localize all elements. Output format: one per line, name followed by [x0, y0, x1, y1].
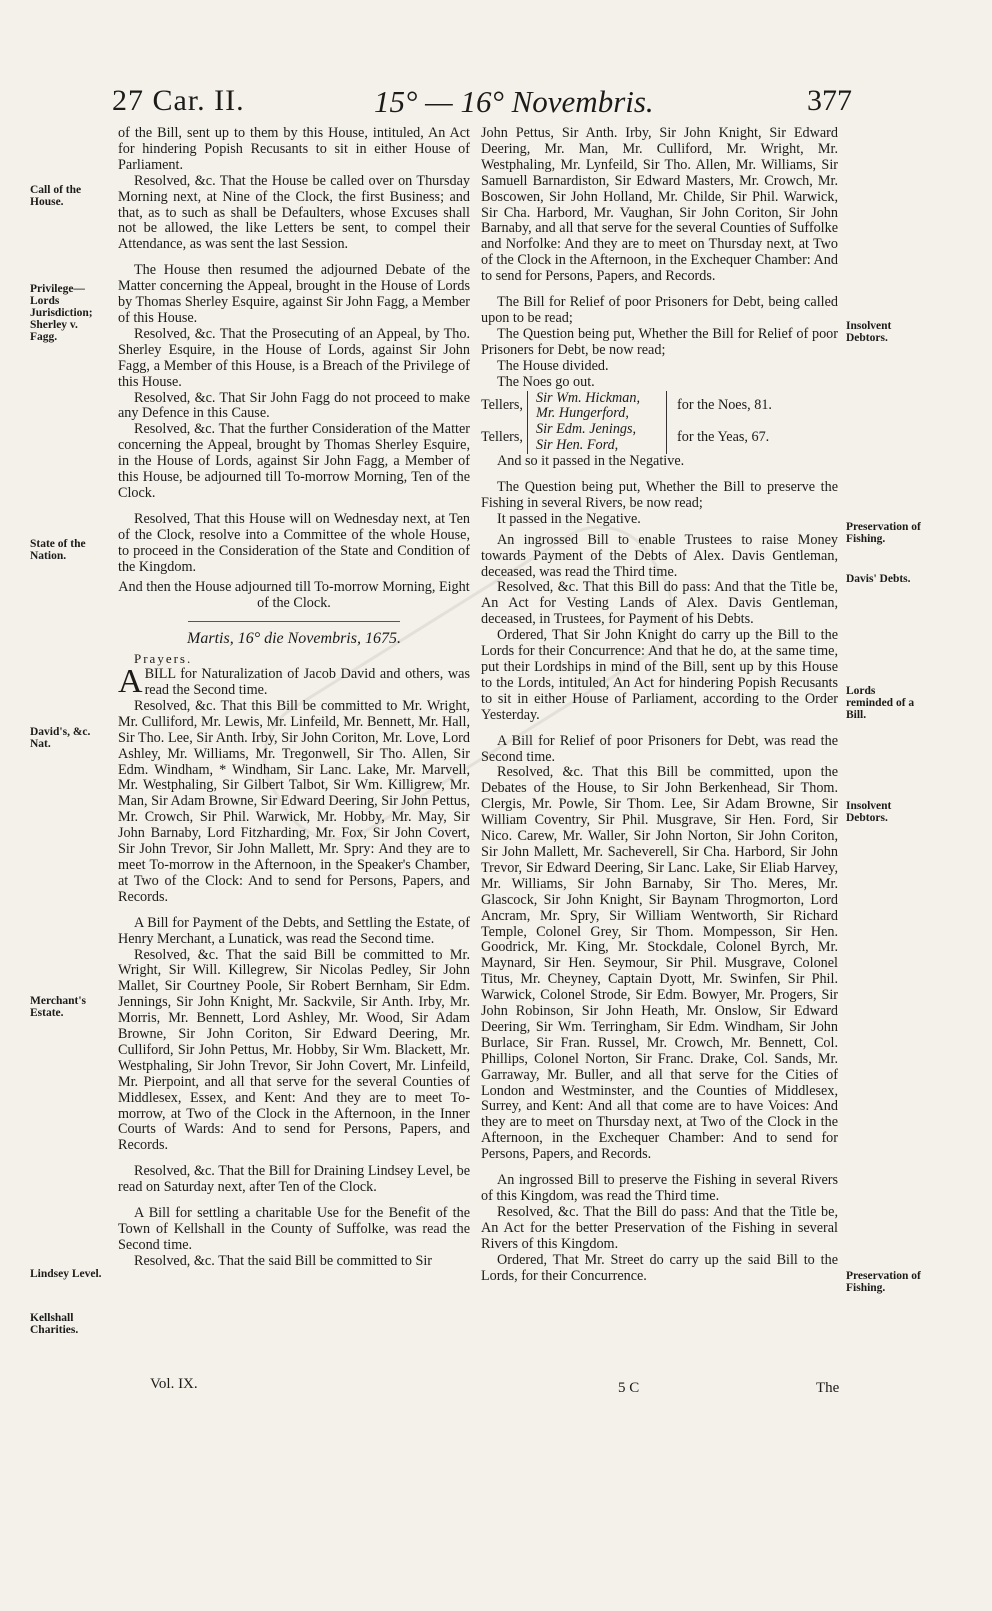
margin-note-lindsey-level: Lindsey Level. [30, 1268, 102, 1280]
margin-note-davis-debts: Davis' Debts. [846, 573, 911, 585]
paragraph: The Noes go out. [497, 373, 595, 390]
margin-note-preservation-of-fishing: Preservation of Fishing. [846, 521, 921, 545]
margin-note-merchants-estate: Merchant's Estate. [30, 995, 87, 1019]
drop-capital: A [118, 663, 143, 701]
paragraph: Resolved, &c. That this Bill do pass: And that the Title be, An Act for Vesting Lands of Alex. Davis Gentleman, deceased, in Trustees, for Payment of his Debts. [481, 579, 838, 628]
margin-note-lords-reminded: Lords reminded of a Bill. [846, 685, 915, 721]
adjournment-line: And then the House adjourned till To-morrow Morning, Eight of the Clock. [118, 579, 470, 612]
margin-note-state-of-nation: State of the Nation. [30, 538, 86, 562]
paragraph: The House divided. [497, 357, 609, 374]
session-date-heading: Martis, 16° die Novembris, 1675. [187, 630, 401, 648]
paragraph: The Question being put, Whether the Bill for Relief of poor Prisoners for Debt, be now read; [481, 325, 838, 358]
paragraph: Resolved, &c. That this Bill be committed to Mr. Wright, Mr. Culliford, Mr. Lewis, Mr. Linfeild, Mr. Bennett, Mr. Hall, Sir Tho. Lee, Sir Anth. Irby, Sir John Coriton, Mr. Love, Lord Ashley, Mr. Williams, Mr. Tregonwell, Sir Tho. Allen, Sir Edm. Windham, * Windham, Sir Lanc. Lake, Mr. Marvell, Mr. Westphaling, Sir Gilbert Talbot, Sir Wm. Killigrew, Mr. Man, Sir Adam Browne, Sir Edward Deering, Sir John Pettus, Mr. Crowch, Sir Phil. Warwick, Mr. Hobby, Mr. May, Sir John Barnaby, Lord Fitzharding, Mr. Fox, Sir John Covert, Sir John Trevor, Sir John Mallett, Mr. Spry: And they are to meet To-morrow in the Afternoon, in the Speaker's Chamber, at Two of the Clock: And to send for Persons, Papers, and Records. [118, 697, 470, 905]
paragraph: And so it passed in the Negative. [497, 453, 685, 470]
paragraph: Ordered, That Mr. Street do carry up the said Bill to the Lords, for their Concurrence. [481, 1251, 838, 1284]
paragraph: The Question being put, Whether the Bill to preserve the Fishing in several Rivers, be now read; [481, 479, 838, 511]
volume-footer: Vol. IX. [150, 1376, 198, 1392]
paragraph: A Bill for Payment of the Debts, and Settling the Estate, of Henry Merchant, a Lunatick, was read the Second time. [118, 914, 470, 947]
paragraph: Resolved, &c. That Sir John Fagg do not proceed to make any Defence in this Cause. [118, 389, 470, 422]
signature-mark: 5 C [618, 1380, 640, 1396]
paragraph: Resolved, &c. That the House be called over on Thursday Morning next, at Nine of the Clock, the first Business; and that, as to such as shall be Defaulters, whose Excuses shall not be allowed, the like Letters be sent, to compel their Attendance, as was sent the last Session. [118, 172, 470, 253]
catchword: The [816, 1380, 840, 1396]
running-header [112, 84, 852, 124]
paragraph: Resolved, &c. That the said Bill be committed to Mr. Wright, Sir Will. Killegrew, Sir Nicolas Pedley, Sir John Mallet, Sir Courtney Poole, Sir Robert Bernham, Sir Edm. Jennings, Sir John Knight, Mr. Sackvile, Sir Anth. Irby, Mr. Morris, Mr. Bennett, Lord Ashley, Mr. Wood, Sir Adam Browne, Sir John Coriton, Sir Edward Deering, Mr. Culliford, Sir John Pettus, Mr. Hobby, Sir Wm. Blackett, Mr. Westphaling, Sir John Trevor, Sir John Covert, Mr. Linfeild, Mr. Pierpoint, and all that serve for the several Counties of Middlesex, Essex, and Kent: And they are to meet To-morrow, at Two of the Clock in the Afternoon, in the Inner Courts of Wards: And to send for Persons, Papers, and Records. [118, 946, 470, 1154]
left-column [118, 126, 470, 1270]
tellers-noes: Tellers, Sir Wm. Hickman, Mr. Hungerford, for the Noes, 81. [481, 389, 772, 422]
paragraph: An ingrossed Bill to preserve the Fishing in several Rivers of this Kingdom, was read the Third time. [481, 1172, 838, 1204]
margin-note-insolvent-debtors-2: Insolvent Debtors. [846, 800, 892, 824]
header-regnal-year: 27 Car. II. [112, 84, 245, 117]
margin-note-call-of-house: Call of the House. [30, 184, 82, 208]
margin-note-kellshall-charities: Kellshall Charities. [30, 1312, 79, 1336]
margin-note-privilege: Privilege— Lords Jurisdiction; Sherley v. Fagg. [30, 283, 93, 343]
paragraph: Resolved, That this House will on Wednesday next, at Ten of the Clock, resolve into a Committee of the whole House, to proceed in the Consideration of the State and Condition of the Kingdom. [118, 510, 470, 575]
paragraph: Ordered, That Sir John Knight do carry up the Bill to the Lords for their Concurrence: And that he do, at the same time, put their Lordships in mind of the Bill, sent up by this House to the Lords, intituled, An Act for hindering Popish Recusants to sit in either House of Parliament, according to the Order Yesterday. [481, 627, 838, 723]
paragraph: John Pettus, Sir Anth. Irby, Sir John Knight, Sir Edward Deering, Mr. Man, Mr. Culliford, Mr. Wright, Mr. Westphaling, Mr. Lynfeild, Sir Tho. Allen, Mr. Williams, Sir Samuell Barnardiston, Sir Edward Masters, Mr. Crowch, Mr. Boscowen, Sir John Holland, Mr. Childe, Sir Phil. Warwick, Sir Cha. Harbord, Mr. Vaughan, Sir John Coriton, Sir John Barnaby, and all that serve for the several Counties of Suffolke and Norfolke: And they are to meet on Thursday next, at Two of the Clock in the Afternoon, in the Exchequer Chamber: And to send for Persons, Papers, and Records. [481, 125, 838, 285]
paragraph: The Bill for Relief of poor Prisoners for Debt, being called upon to be read; [481, 294, 838, 326]
page-number: 377 [807, 84, 852, 117]
vote-count: for the Noes, 81. [677, 397, 772, 414]
paragraph: Resolved, &c. That this Bill be committed, upon the Debates of the House, to Sir John Berkenhead, Sir Thom. Clergis, Mr. Powle, Sir Thom. Lee, Sir Adam Browne, Sir William Coventry, Sir Phil. Musgrave, Sir Hen. Ford, Sir Nico. Carew, Mr. Waller, Sir John Norton, Sir John Coriton, Sir John Mallett, Mr. Sacheverell, Sir Cha. Harbord, Sir John Trevor, Sir Edward Deering, Sir Lanc. Lake, Sir Eliab Harvey, Mr. Williams, Sir John Barnaby, Sir Tho. Meres, Mr. Glascock, Sir John Knight, Sir Baynam Throgmorton, Lord Ancram, Mr. Spry, Sir William Wentworth, Sir Richard Temple, Colonel Grey, Sir Thom. Mompesson, Sir Hen. Goodrick, Mr. King, Mr. Stockdale, Colonel Byrch, Mr. Maynard, Sir Hen. Seymour, Sir Phil. Musgrave, Colonel Titus, Mr. Cheyney, Captain Dyott, Mr. Swinfen, Sir Phil. Warwick, Colonel Strode, Sir Edm. Bowyer, Mr. Progers, Sir John Robinson, Sir John Heath, Mr. Onslow, Sir Edward Deering, Sir Wm. Terringham, Sir Edm. Windham, Sir John Burlace, Sir Fran. Russel, Mr. Crowch, Mr. Bennett, Col. Phillips, Colonel Norton, Sir Franc. Drake, Col. Sands, Mr. Garraway, Mr. Buller, and all that serve for the Cities of London and Westminster, and the Counties of Middlesex, Surrey, and Kent: And all that come are to have Voices: And they are to meet on Thursday next, at Two of the Clock in the Afternoon, in the Exchequer Chamber: And to send for Persons, Papers, and Records. [481, 764, 838, 1163]
margin-note-insolvent-debtors: Insolvent Debtors. [846, 320, 892, 344]
teller-names: Sir Wm. Hickman, Mr. Hungerford, [527, 391, 667, 423]
teller-names: Sir Edm. Jenings, Sir Hen. Ford, [527, 422, 667, 454]
paragraph: Resolved, &c. That the further Consideration of the Matter concerning the Appeal, brought by Thomas Sherley Esquire, in the House of Lords, against Sir John Fagg, a Member of this House, be adjourned till To-morrow Morning, Ten of the Clock. [118, 421, 470, 501]
vote-count: for the Yeas, 67. [677, 429, 770, 446]
paragraph: Resolved, &c. That the Prosecuting of an Appeal, by Tho. Sherley Esquire, in the House of Lords, against Sir John Fagg, a Member of this House, is a Breach of the Privilege of this House. [118, 325, 470, 390]
paragraph: It passed in the Negative. [497, 510, 641, 527]
paragraph: of the Bill, sent up to them by this House, intituled, An Act for hindering Popish Recusants to sit in either House of Parliament. [118, 125, 470, 173]
tellers-yeas: Tellers, Sir Edm. Jenings, Sir Hen. Ford, for the Yeas, 67. [481, 421, 770, 454]
paragraph: Resolved, &c. That the said Bill be committed to Sir [134, 1252, 433, 1269]
paragraph: The House then resumed the adjourned Debate of the Matter concerning the Appeal, brought in the House of Lords by Thomas Sherley Esquire, against Sir John Fagg, a Member of this House. [118, 262, 470, 326]
header-dates: 15° — 16° Novembris. [374, 84, 654, 119]
margin-note-preservation-of-fishing-2: Preservation of Fishing. [846, 1270, 921, 1294]
paragraph: Resolved, &c. That the Bill for Draining Lindsey Level, be read on Saturday next, after Ten of the Clock. [118, 1163, 470, 1196]
paragraph: A Bill for Relief of poor Prisoners for Debt, was read the Second time. [481, 732, 838, 765]
paragraph: Resolved, &c. That the Bill do pass: And that the Title be, An Act for the better Preservation of the Fishing in several Rivers of this Kingdom. [481, 1203, 838, 1252]
paragraph: An ingrossed Bill to enable Trustees to raise Money towards Payment of the Debts of Alex. Davis Gentleman, deceased, was read the Third time. [481, 531, 838, 580]
paragraph: ABILL for Naturalization of Jacob David and others, was read the Second time. [118, 663, 470, 701]
section-divider [188, 621, 400, 622]
margin-note-davids-nat: David's, &c. Nat. [30, 726, 91, 750]
right-column [481, 126, 838, 1284]
paragraph: A Bill for settling a charitable Use for the Benefit of the Town of Kellshall in the County of Suffolke, was read the Second time. [118, 1205, 470, 1253]
prayers-heading: Prayers. [134, 651, 193, 667]
